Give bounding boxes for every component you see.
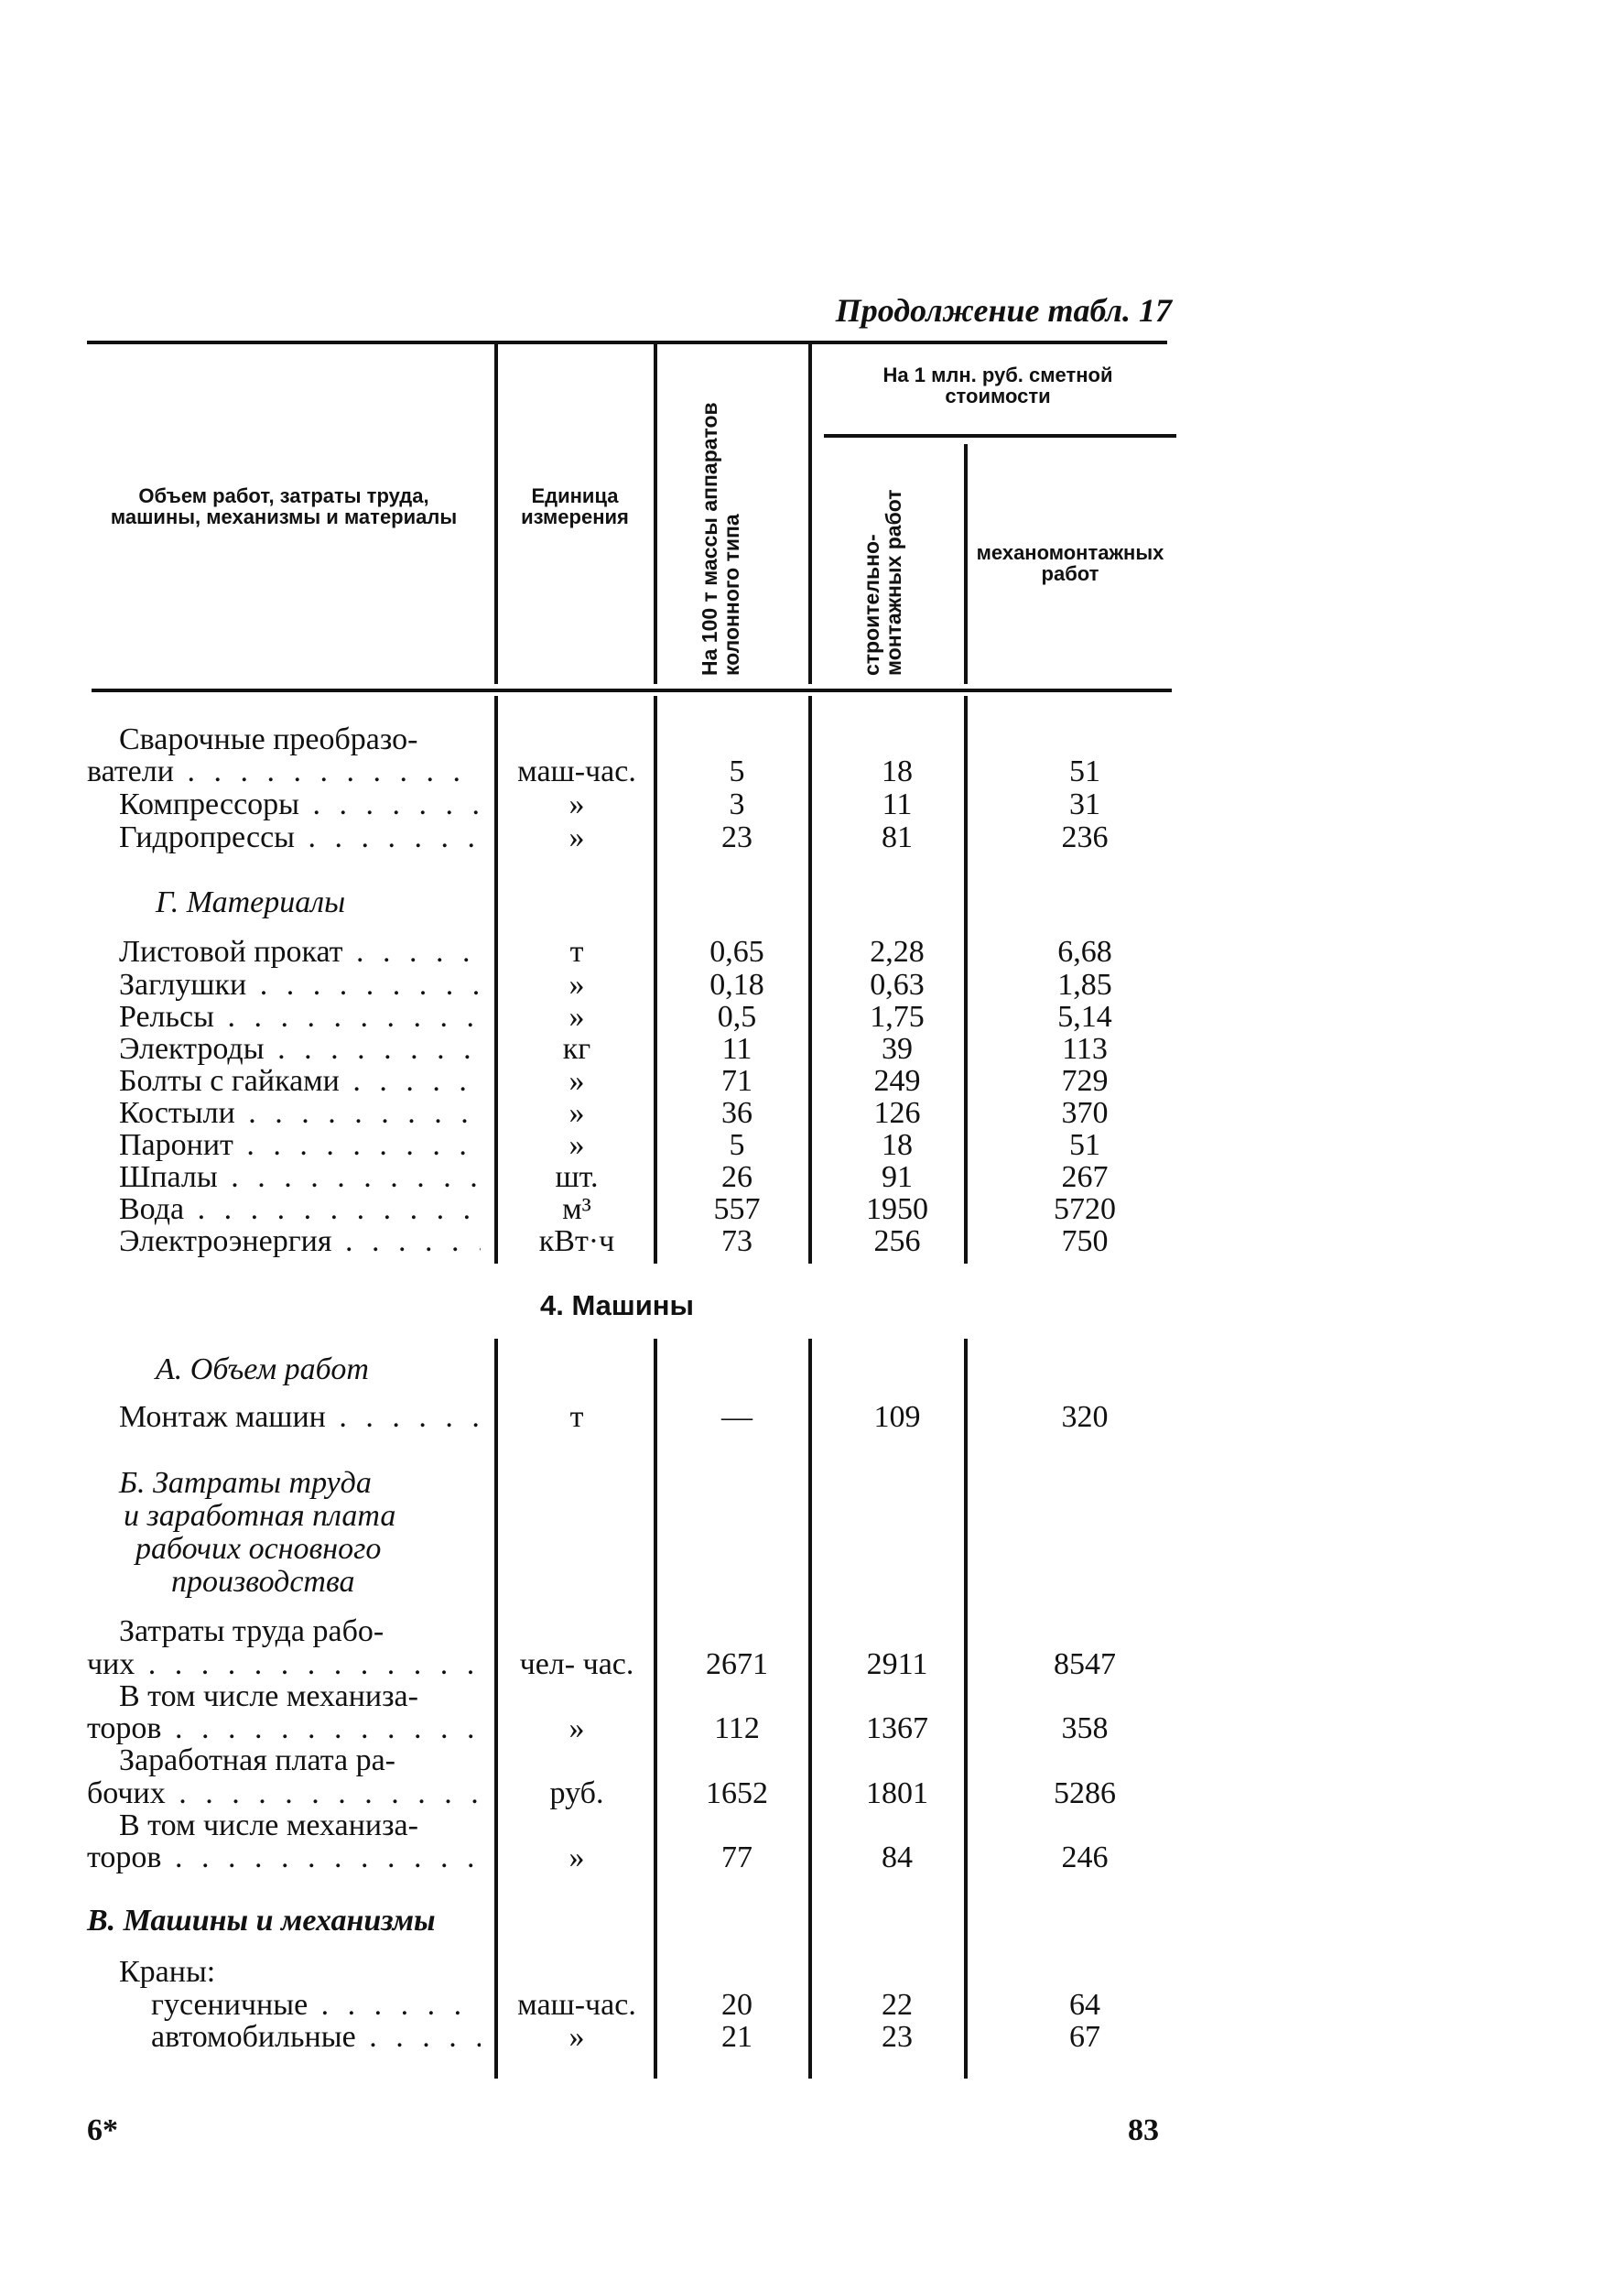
row-name: гусеничные . . .	[151, 1989, 481, 2022]
row-wage-line1: Заработная плата ра-	[119, 1743, 395, 1777]
row-name: торов . . .	[87, 1712, 481, 1745]
row-value-mechanical: 246	[1061, 1840, 1109, 1874]
table-row	[0, 1161, 1624, 1194]
row-name: чих . . .	[87, 1648, 481, 1681]
row-value-mechanical: 358	[1061, 1711, 1109, 1745]
row-value-per100t: 0,5	[717, 1000, 757, 1034]
row-mech-line1: В том числе механиза-	[119, 1679, 418, 1713]
row-name: Паронит . . .	[119, 1129, 481, 1162]
table-row	[0, 936, 1624, 969]
row-unit: м³	[562, 1192, 591, 1226]
row-value-construction: 0,63	[870, 968, 925, 1002]
row-value-construction: 1,75	[870, 1000, 925, 1034]
row-value-mechanical: 729	[1061, 1064, 1109, 1098]
row-name: Листовой прокат . . .	[119, 936, 481, 969]
header-group-rule	[824, 434, 1176, 438]
row-value-per100t: 0,65	[709, 935, 764, 969]
row-name: Костыли . . .	[119, 1097, 481, 1130]
body2-vline-1	[494, 1339, 498, 2079]
section-machines-title: 4. Машины	[540, 1289, 695, 1321]
row-value-mechanical: 6,68	[1057, 935, 1112, 969]
row-name: Электроды . . .	[119, 1033, 481, 1066]
row-value-mechanical: 5720	[1054, 1192, 1116, 1226]
header-col-unit: Единица измерения	[521, 484, 629, 529]
row-value-per100t: 26	[721, 1160, 752, 1194]
table-row	[0, 1225, 1624, 1258]
row-value-per100t: 112	[714, 1711, 760, 1745]
table-row	[0, 788, 1624, 821]
row-unit: »	[568, 1711, 585, 1745]
row-unit: шт.	[555, 1160, 599, 1194]
table-row	[0, 969, 1624, 1002]
header-vline-3	[808, 343, 812, 684]
row-value-mechanical: 750	[1061, 1224, 1109, 1258]
row-value-construction: 23	[882, 2020, 913, 2054]
row-value-per100t: 557	[713, 1192, 761, 1226]
section-labor-title-3: рабочих основного	[135, 1532, 382, 1566]
row-name: автомобильные . . .	[151, 2021, 481, 2054]
table-row	[0, 755, 1624, 788]
row-name: Рельсы . . .	[119, 1001, 481, 1034]
row-value-mechanical: 320	[1061, 1400, 1109, 1434]
section-labor-title-2: и заработная плата	[124, 1499, 396, 1533]
row-unit: »	[568, 968, 585, 1002]
table-row	[0, 1841, 1624, 1874]
row-value-mechanical: 5286	[1054, 1776, 1116, 1810]
row-name: Компрессоры . . .	[119, 788, 481, 821]
row-value-per100t: 0,18	[709, 968, 764, 1002]
row-value-per100t: 1652	[706, 1776, 768, 1810]
header-group-per-million: На 1 млн. руб. сметной стоимости	[882, 364, 1113, 408]
row-value-construction: 84	[882, 1840, 913, 1874]
table-row	[0, 1648, 1624, 1681]
row-name: Шпалы . . .	[119, 1161, 481, 1194]
table-row	[0, 1129, 1624, 1162]
table-caption: Продолжение табл. 17	[835, 292, 1172, 329]
row-name: Электроэнергия . . .	[119, 1225, 481, 1258]
row-value-construction: 18	[882, 1128, 913, 1162]
row-name: бочих . . .	[87, 1777, 481, 1810]
row-value-mechanical: 67	[1069, 2020, 1100, 2054]
row-welding-line1: Сварочные преобразо-	[119, 722, 418, 756]
table-row	[0, 1401, 1624, 1434]
header-col-mechanical: механомонтажных работ	[976, 541, 1164, 586]
row-value-construction: 22	[882, 1988, 913, 2022]
body2-vline-2	[654, 1339, 657, 2079]
row-value-mechanical: 8547	[1054, 1647, 1116, 1681]
row-value-construction: 1950	[866, 1192, 928, 1226]
row-value-construction: 39	[882, 1032, 913, 1066]
row-value-construction: 1367	[866, 1711, 928, 1745]
row-value-mechanical: 267	[1061, 1160, 1109, 1194]
row-value-mechanical: 1,85	[1057, 968, 1112, 1002]
row-unit: кВт·ч	[538, 1224, 615, 1258]
row-value-construction: 18	[882, 755, 913, 788]
row-value-per100t: 77	[721, 1840, 752, 1874]
row-unit: »	[568, 820, 585, 854]
row-unit: »	[568, 787, 585, 821]
table-row	[0, 821, 1624, 854]
body2-vline-4	[964, 1339, 968, 2079]
row-value-per100t: 3	[729, 787, 745, 821]
section-materials-title: Г. Материалы	[156, 885, 346, 919]
row-unit: кг	[562, 1032, 591, 1066]
row-unit: т	[569, 1400, 584, 1434]
page-number: 83	[1128, 2113, 1159, 2147]
table-row	[0, 2021, 1624, 2054]
row-name: Гидропрессы . . .	[119, 821, 481, 854]
signature-mark: 6*	[87, 2113, 118, 2147]
table-row	[0, 1065, 1624, 1098]
table-row	[0, 1001, 1624, 1034]
row-value-construction: 1801	[866, 1776, 928, 1810]
row-value-construction: 256	[873, 1224, 921, 1258]
row-value-mechanical: 5,14	[1057, 1000, 1112, 1034]
row-value-construction: 91	[882, 1160, 913, 1194]
header-vline-2	[654, 343, 657, 684]
row-name: Монтаж машин . . .	[119, 1401, 481, 1434]
section-machinery-title: В. Машины и механизмы	[87, 1904, 436, 1938]
header-col-construction: строительно-монтажных работ	[860, 489, 906, 676]
row-value-per100t: 20	[721, 1988, 752, 2022]
section-work-volume-title: А. Объем работ	[156, 1352, 369, 1386]
header-col-name: Объем работ, затраты труда, машины, механизмы и материалы	[110, 484, 458, 529]
row-value-mechanical: 236	[1061, 820, 1109, 854]
row-value-per100t: 36	[721, 1096, 752, 1130]
row-unit: »	[568, 1000, 585, 1034]
row-value-per100t: 2671	[706, 1647, 768, 1681]
row-value-per100t: 11	[721, 1032, 752, 1066]
row-unit: т	[569, 935, 584, 969]
row-value-construction: 11	[882, 787, 913, 821]
cranes-label: Краны:	[119, 1955, 216, 1989]
row-value-per100t: 21	[721, 2020, 752, 2054]
row-value-mechanical: 51	[1069, 1128, 1100, 1162]
table-row	[0, 1193, 1624, 1226]
table-row	[0, 1097, 1624, 1130]
row-value-mechanical: 370	[1061, 1096, 1109, 1130]
row-mech2-line1: В том числе механиза-	[119, 1808, 418, 1842]
row-value-construction: 81	[882, 820, 913, 854]
row-name: Болты с гайками . . .	[119, 1065, 481, 1098]
row-value-per100t: —	[721, 1400, 752, 1434]
row-value-construction: 2911	[866, 1647, 928, 1681]
row-unit: руб.	[549, 1776, 604, 1810]
row-unit: »	[568, 1840, 585, 1874]
row-unit: »	[568, 1128, 585, 1162]
header-top-rule	[87, 341, 1167, 344]
row-name: торов . . .	[87, 1841, 481, 1874]
section-labor-title-4: производства	[171, 1565, 355, 1599]
row-value-construction: 2,28	[870, 935, 925, 969]
row-value-construction: 126	[873, 1096, 921, 1130]
header-bottom-rule	[92, 689, 1172, 692]
row-unit: »	[568, 1096, 585, 1130]
body2-vline-3	[808, 1339, 812, 2079]
row-unit: маш-час.	[517, 1988, 636, 2022]
row-name: Вода . . .	[119, 1193, 481, 1226]
row-value-mechanical: 113	[1062, 1032, 1108, 1066]
table-row	[0, 1712, 1624, 1745]
row-value-per100t: 71	[721, 1064, 752, 1098]
row-value-construction: 249	[873, 1064, 921, 1098]
section-labor-title-1: Б. Затраты труда	[119, 1466, 372, 1500]
row-value-per100t: 5	[729, 1128, 745, 1162]
row-value-per100t: 73	[721, 1224, 752, 1258]
row-value-mechanical: 64	[1069, 1988, 1100, 2022]
row-name: Заглушки . . .	[119, 969, 481, 1002]
row-unit: »	[568, 2020, 585, 2054]
header-vline-1	[494, 343, 498, 684]
header-col-per100t: На 100 т массы аппаратов колонного типа	[698, 402, 744, 676]
row-value-mechanical: 31	[1069, 787, 1100, 821]
row-labor-line1: Затраты труда рабо-	[119, 1614, 384, 1648]
row-unit: »	[568, 1064, 585, 1098]
row-value-mechanical: 51	[1069, 755, 1100, 788]
row-unit: маш-час.	[517, 755, 636, 788]
row-value-construction: 109	[873, 1400, 921, 1434]
row-unit: чел- час.	[519, 1647, 634, 1681]
table-row	[0, 1777, 1624, 1810]
row-value-per100t: 23	[721, 820, 752, 854]
row-name: ватели . . .	[87, 755, 481, 788]
row-value-per100t: 5	[729, 755, 745, 788]
table-row	[0, 1033, 1624, 1066]
header-vline-4	[964, 444, 968, 684]
table-row	[0, 1989, 1624, 2022]
